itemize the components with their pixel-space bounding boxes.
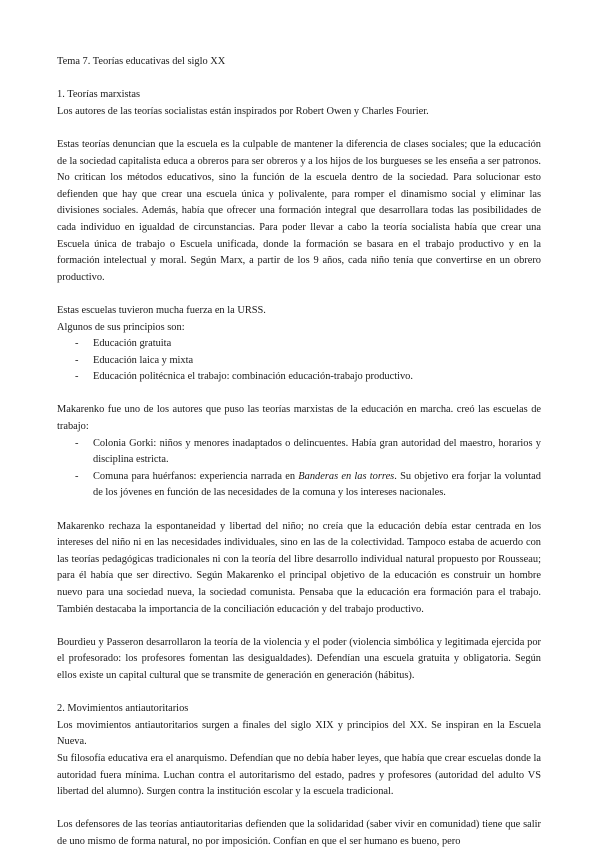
principle-text: Educación politécnica el trabajo: combinación educación-trabajo productivo. xyxy=(93,371,413,383)
document-title: Tema 7. Teorías educativas del siglo XX xyxy=(57,56,226,67)
school-text xyxy=(93,469,541,502)
list-dash: - xyxy=(75,371,79,383)
principle-text: Educación laica y mixta xyxy=(93,354,194,366)
bourdieu-paragraph: Bourdieu y Passeron desarrollaron la teoría de la violencia y el poder (violencia simbólica y legitimada ejercida por el profesorado: los profesores fomentan las desigualdades). Defendían una escuela gratuita y obligatoria. Según ellos existe un capital cultural que se transmite de generación en generación (hábitus). xyxy=(57,636,541,681)
section-1-paragraph-1: Estas teorías denuncian que la escuela es la culpable de mantener la diferencia de clases sociales; que la educación de la sociedad capitalista educa a obreros para ser obreros y a los hijos de los burgueses se les enseña a ser patronos. No critican los métodos educativos, sino la función de la escuela dentro de la sociedad. Para solucionar esto defienden que hay que crear una escuela única y polivalente, para romper el dinamismo social y eliminar las divisiones sociales. Además, había que ofrecer una formación integral que desarrollara todas las posibilidades de cada individuo en igualdad de circunstancias. Para poder llevar a cabo la teoría socialista había que crear una Escuela única de trabajo o Escuela unificada, donde la formación se basara en el trabajo productivo y en la formación intelectual y moral. Según Marx, a partir de los 9 años, cada niño tenía que convertirse en un obrero productivo. xyxy=(57,138,541,283)
list-dash: - xyxy=(75,470,79,482)
section-1-heading: 1. Teorías marxistas xyxy=(57,89,141,101)
list-dash: - xyxy=(75,354,79,366)
list-dash: - xyxy=(75,338,79,350)
makarenko-paragraph: Makarenko rechaza la espontaneidad y libertad del niño; no creía que la educación debía estar centrada en los intereses del niño ni en las necesidades individuales, sino en las de la colectividad. Tampoco estaba de acuerdo con las teorías pedagógicas tradicionales ni con la teoría del libre desarrollo individual natural propuesto por Rousseau; para él había que ser directivo. Según Makarenko el principal objetivo de la educación es construir un hombre nuevo para una sociedad nueva, la sociedad comunista. Pensaba que la educación era formación para el trabajo. También destacaba la importancia de la conciliación educación y del trabajo productivo. xyxy=(57,520,541,615)
book-title: Banderas en las torres xyxy=(298,470,395,482)
section-2-paragraph-2: Los defensores de las teorías antiautoritarias defienden que la solidaridad (saber vivir en comunidad) tiene que salir de uno mismo de forma natural, no por imposición. Confían en que el ser humano es bueno, pero xyxy=(57,819,541,847)
school-text: Colonia Gorki: niños y menores inadaptados o delincuentes. Había gran autoridad del maestro, horarios y disciplina estricta. xyxy=(93,437,541,466)
list-item xyxy=(57,436,541,469)
section-1-intro: Los autores de las teorías socialistas están inspirados por Robert Owen y Charles Fourier. xyxy=(57,105,429,117)
list-item xyxy=(57,353,541,370)
makarenko-intro: Makarenko fue uno de los autores que puso las teorías marxistas de la educación en marcha. creó las escuelas de trabajo: xyxy=(57,404,541,433)
principle-text: Educación gratuita xyxy=(93,338,172,350)
list-item xyxy=(57,469,541,502)
section-2-heading: 2. Movimientos antiautoritarios xyxy=(57,703,189,715)
principles-intro: Algunos de sus principios son: xyxy=(57,321,185,333)
school-text-part: . Su objetivo era forjar la voluntad de los jóvenes en función de las necesidades de la comuna y los intereses nacionales. xyxy=(93,470,541,499)
school-text-part: Comuna para huérfanos: experiencia narrada en xyxy=(93,470,299,482)
schools-list xyxy=(57,436,541,502)
section-2-intro: Los movimientos antiautoritarios surgen a finales del siglo XIX y principios del XX. Se inspiran en la Escuela Nueva. xyxy=(57,719,541,748)
principles-list xyxy=(57,336,541,386)
document-body xyxy=(57,54,541,848)
section-2-paragraph-1: Su filosofía educativa era el anarquismo. Defendían que no debía haber leyes, que había que crear escuelas donde la autoridad fuera mínima. Luchan contra el autoritarismo del estado, padres y profesores (autoridad del adulto VS libertad del alumno). Surgen contra la institución escolar y la escuela tradicional. xyxy=(57,752,541,798)
list-item xyxy=(57,369,541,386)
list-dash: - xyxy=(75,437,79,449)
list-item xyxy=(57,336,541,353)
urss-sentence: Estas escuelas tuvieron mucha fuerza en la URSS. xyxy=(57,304,266,316)
